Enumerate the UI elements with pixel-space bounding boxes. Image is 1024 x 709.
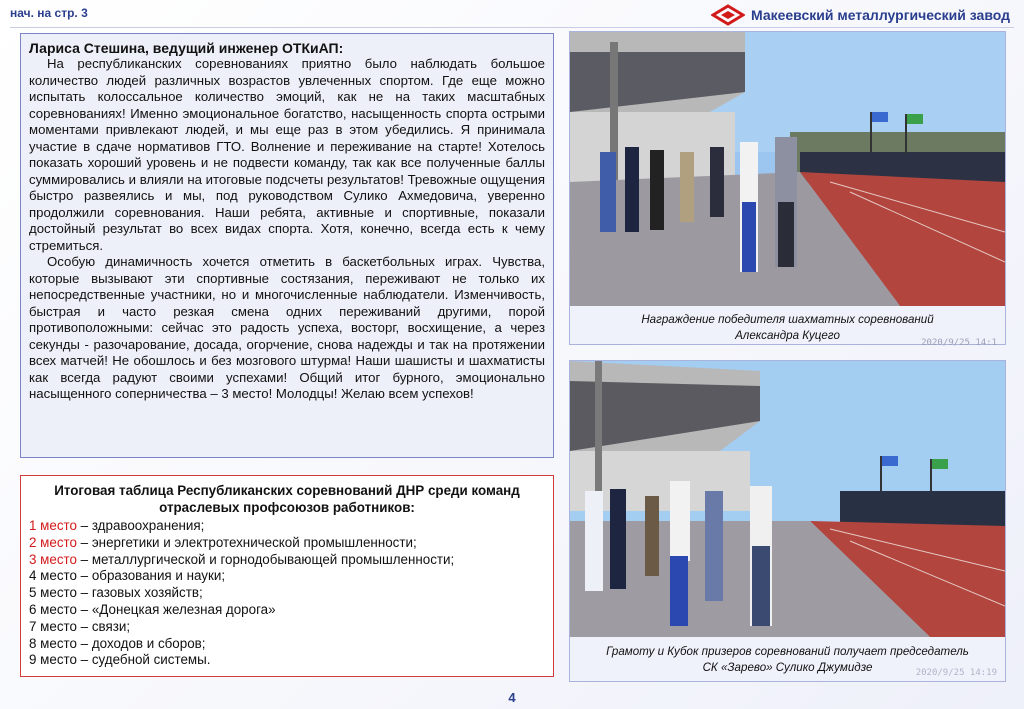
photo-timestamp: 2020/9/25 14:1 xyxy=(921,338,997,348)
article-box xyxy=(20,33,554,458)
results-row xyxy=(29,636,545,653)
results-row xyxy=(29,535,545,552)
place-label: 3 место xyxy=(29,551,77,567)
stadium-award-photo xyxy=(570,32,1005,306)
caption-line: Александра Куцего xyxy=(735,329,840,342)
results-table-box xyxy=(20,475,554,677)
team-label: – доходов и сборов; xyxy=(76,635,206,651)
team-label: – связи; xyxy=(76,618,131,634)
caption-line: Грамоту и Кубок призеров соревнований получает председатель xyxy=(606,645,969,658)
caption-line: СК «Зарево» Сулико Джумидзе xyxy=(702,661,873,674)
team-label: – металлургической и горнодобывающей промышленности; xyxy=(76,551,455,567)
continued-from-label: нач. на стр. 3 xyxy=(10,6,88,20)
place-label: 6 место xyxy=(29,601,77,617)
team-label: – газовых хозяйств; xyxy=(76,585,203,601)
stadium-cup-photo xyxy=(570,361,1005,637)
header-divider xyxy=(10,27,1014,28)
photo-card-cup-award xyxy=(569,360,1006,682)
article-title: Лариса Стешина, ведущий инженер ОТКиАП: xyxy=(29,40,344,56)
results-row xyxy=(29,518,545,535)
team-label: – энергетики и электротехнической промышленности; xyxy=(76,534,417,550)
article-paragraph: Особую динамичность хочется отметить в баскетбольных играх. Чувства, которые вызывают эти спортивные состязания, переживают не только их непосредственные участники, но и многочисленные наблюдатели. Изменчивость, быстрая и часто резкая смена одних переживаний другими, порой противоположными: сейчас это радость успеха, восторг, восхищение, а через секунды - разочарование, досада, огорчение, снова надежды и так на протяжении всех матчей! Не обошлось и без мозгового штурма! Наши шашисты и шахматисты как всегда радуют своими успехами! Общий итог бурного, эмоционально насыщенного соперничества – 3 место! Молодцы! Желаю всем успехов! xyxy=(29,254,545,401)
company-logo xyxy=(711,4,1010,26)
caption-line: Награждение победителя шахматных соревнований xyxy=(641,313,934,326)
place-label: 8 место xyxy=(29,635,77,651)
results-row xyxy=(29,552,545,569)
place-label: 7 место xyxy=(29,618,77,634)
article-paragraph: На республиканских соревнованиях приятно было наблюдать большое количество людей различных возрастов увлеченных спортом. Где еще можно испытать колоссальное количество эмоций, как не на таких масштабных соревнованиях! Именно эмоциональное богатство, насыщенность спорта острыми моментами привлекают людей, и мы еще раз в этом убедились. Я принимала участие в сдаче нормативов ГТО. Волнение и переживание на старте! Хотелось показать хороший уровень и не подвести команду, так как все полученные баллы суммировались и влияли на итоговые подсчеты результатов! Тревожные ощущения быстро развеялись и мы, под руководством Сулико Ахмедовича, уверенно продолжили соревнования. Наши ребята, активные и спортивные, показали достойный результат во всех видах спорта. Хотя, конечно, всегда есть к чему стремиться. xyxy=(29,56,545,253)
team-label: – «Донецкая железная дорога» xyxy=(76,601,276,617)
photo-card-award-chess xyxy=(569,31,1006,348)
place-label: 4 место xyxy=(29,568,77,584)
results-row xyxy=(29,602,545,619)
place-label: 1 место xyxy=(29,518,77,533)
results-row xyxy=(29,568,545,585)
results-row xyxy=(29,619,545,636)
page-number: 4 xyxy=(508,690,516,705)
place-label: 5 место xyxy=(29,585,77,601)
team-label: – судебной системы. xyxy=(76,652,211,668)
team-label: – здравоохранения; xyxy=(76,518,205,533)
results-row xyxy=(29,652,545,669)
results-row xyxy=(29,585,545,602)
place-label: 9 место xyxy=(29,652,77,668)
place-label: 2 место xyxy=(29,534,77,550)
mmz-logo-icon xyxy=(711,4,745,26)
company-name: Макеевский металлургический завод xyxy=(750,7,1010,23)
team-label: – образования и науки; xyxy=(76,568,226,584)
results-title: Итоговая таблица Республиканских соревнований ДНР среди команд отраслевых профсоюзов работников: xyxy=(54,483,520,515)
photo-timestamp: 2020/9/25 14:19 xyxy=(915,668,997,678)
